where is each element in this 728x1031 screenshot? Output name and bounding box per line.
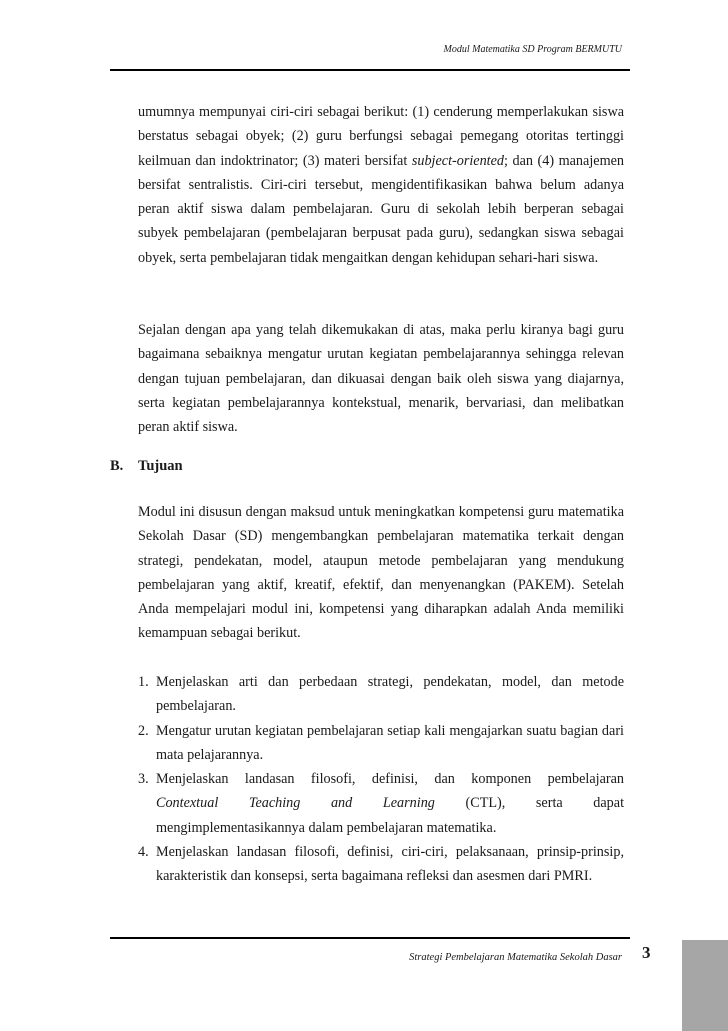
list-item-text: Mengatur urutan kegiatan pembelajaran setiap kali mengajarkan suatu bagian dari mata pelajarannya. (156, 722, 624, 763)
list-item-text: Menjelaskan arti dan perbedaan strategi, pendekatan, model, dan metode pembelajaran. (156, 674, 624, 715)
footer-title: Strategi Pembelajaran Matematika Sekolah Dasar (409, 952, 622, 963)
list-item-italic: Contextual Teaching and Learning (156, 795, 435, 812)
side-tab-decoration (682, 940, 728, 1031)
list-item-number: 1. (138, 674, 149, 690)
paragraph-3: Modul ini disusun dengan maksud untuk meningkatkan kompetensi guru matematika Sekolah Dasar (SD) mengembangkan pembelajaran matematika terkait dengan strategi, pendekatan, model, ataupun metode pembelajaran yang mendukung pembelajaran yang aktif, kreatif, efektif, dan menyenangkan (PAKEM). Setelah Anda mempelajari modul ini, kompetensi yang diharapkan adalah Anda memiliki kemampuan sebagai berikut. (138, 504, 624, 642)
list-item-line: Menjelaskan landasan filosofi, definisi, dan komponen pembelajaran (156, 771, 624, 788)
list-item-number: 4. (138, 844, 149, 861)
list-item-text: Menjelaskan landasan filosofi, definisi, ciri-ciri, pelaksanaan, prinsip-prinsip, karakteristik dan konsepsi, serta bagaimana refleksi dan asesmen dari PMRI. (156, 844, 624, 885)
list-item (138, 670, 624, 719)
paragraph-1-italic: subject-oriented (411, 152, 505, 169)
paragraph-1-part2: ; dan (4) manajemen bersifat sentralistis. Ciri-ciri tersebut, mengidentifikasikan bahwa belum adanya peran aktif siswa dalam pembelajaran. Guru di sekolah lebih berperan sebagai subyek pembelajaran (pembelajaran berpusat pada guru), sedangkan siswa sebagai obyek, serta pembelajaran tidak mengaitkan dengan kehidupan sehari-hari siswa. (138, 152, 624, 266)
running-header: Modul Matematika SD Program BERMUTU (443, 44, 622, 55)
paragraph-1 (138, 100, 624, 270)
objectives-list (138, 670, 624, 889)
list-item (138, 767, 624, 840)
list-item-line (156, 791, 624, 815)
list-item-text: (CTL), serta dapat (465, 795, 625, 812)
list-item (138, 840, 624, 889)
list-item-number: 3. (138, 771, 149, 788)
list-item (138, 719, 624, 768)
paragraph-1-part1: umumnya mempunyai ciri-ciri sebagai berikut: (1) cenderung memperlakukan siswa berstatus sebagai obyek; (2) guru berfungsi sebagai pemegang otoritas tertinggi keilmuan dan indoktrinator; (3) materi bersifat (138, 104, 624, 169)
list-item-number: 2. (138, 722, 149, 739)
section-number: B. (110, 458, 124, 474)
footer-rule (110, 937, 630, 939)
header-rule (110, 69, 630, 71)
section-title: Tujuan (138, 458, 183, 474)
page-number: 3 (642, 943, 651, 962)
paragraph-2: Sejalan dengan apa yang telah dikemukakan di atas, maka perlu kiranya bagi guru bagaimana sebaiknya mengatur urutan kegiatan pembelajarannya sehingga relevan dengan tujuan pembelajaran, dan dikuasai dengan baik oleh siswa yang diajarnya, serta kegiatan pembelajarannya kontekstual, menarik, bervariasi, dan melibatkan peran aktif siswa. (138, 322, 624, 436)
list-item-line: mengimplementasikannya dalam pembelajaran matematika. (156, 819, 497, 836)
section-heading-b (110, 458, 183, 475)
